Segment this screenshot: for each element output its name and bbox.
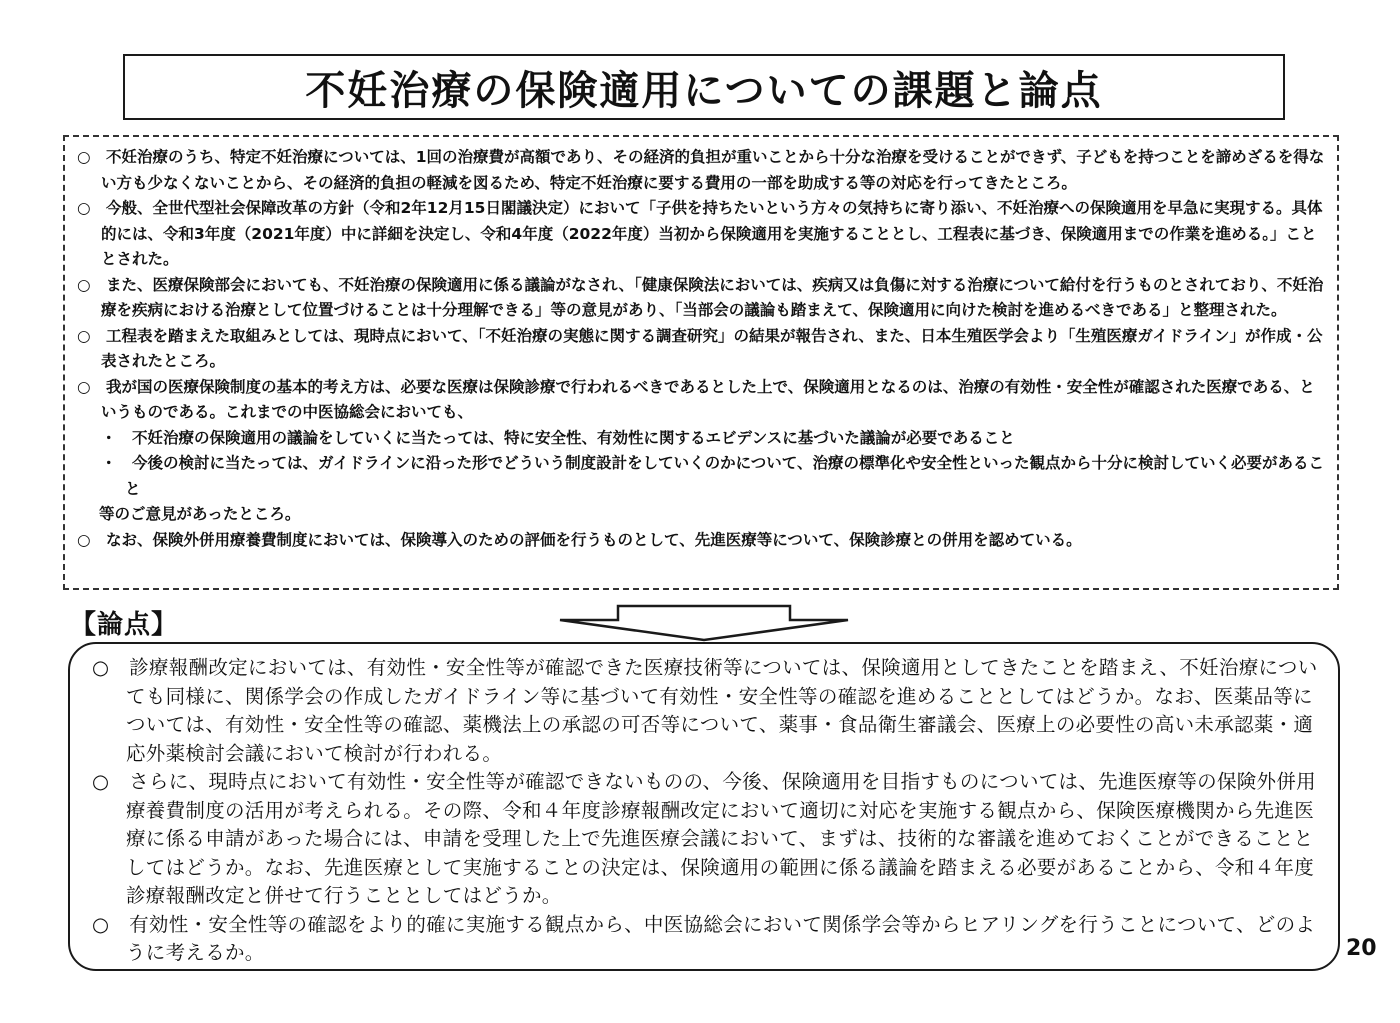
summary-bullet: ・ 今後の検討に当たっては、ガイドラインに沿った形でどういう制度設計をしていくのかについて、治療の標準化や安全性といった観点から十分に検討していく必要があること	[101, 454, 1324, 498]
issue-item: ○ 有効性・安全性等の確認をより的確に実施する観点から、中医協総会において関係学会等からヒアリングを行うことについて、どのように考えるか。	[92, 912, 1316, 964]
summary-item: ○ 今般、全世代型社会保障改革の方針（令和2年12月15日閣議決定）において「子供を持ちたいという方々の気持ちに寄り添い、不妊治療への保険適用を早急に実現する。具体的には、令和3年度（2021年度）中に詳細を決定し、令和4年度（2022年度）当初から保険適用を実施することとし、工程表に基づき、保険適用までの作業を進める。」こととされた。	[77, 199, 1323, 268]
issue-item: ○ さらに、現時点において有効性・安全性等が確認できないものの、今後、保険適用を目指すものについては、先進医療等の保険外併用療養費制度の活用が考えられる。その際、令和４年度診療報酬改定において適切に対応を実施する観点から、保険医療機関から先進医療に係る申請があった場合には、申請を受理した上で先進医療会議において、まずは、技術的な審議を進めておくことができることとしてはどうか。なお、先進医療として実施することの決定は、保険適用の範囲に係る議論を踏まえる必要があることから、令和４年度診療報酬改定と併せて行うこととしてはどうか。	[92, 770, 1316, 907]
summary-item: ○ 我が国の医療保険制度の基本的考え方は、必要な医療は保険診療で行われるべきであるとした上で、保険適用となるのは、治療の有効性・安全性が確認された医療である、というものである。これまでの中医協総会においても、	[77, 377, 1315, 421]
title-box	[123, 54, 1285, 120]
issue-item: ○ 診療報酬改定においては、有効性・安全性等が確認できた医療技術等については、保険適用としてきたことを踏まえ、不妊治療についても同様に、関係学会の作成したガイドライン等に基づいて有効性・安全性等の確認を進めることとしてはどうか。なお、医薬品等については、有効性・安全性等の確認、薬機法上の承認の可否等について、薬事・食品衛生審議会、医療上の必要性の高い未承認薬・適応外薬検討会議において検討が行われる。	[92, 656, 1318, 765]
summary-item: ○ 工程表を踏まえた取組みとしては、現時点において、「不妊治療の実態に関する調査研究」の結果が報告され、また、日本生殖医学会より「生殖医療ガイドライン」が作成・公表されたところ。	[77, 326, 1323, 370]
summary-item: ○ なお、保険外併用療養費制度においては、保険導入のための評価を行うものとして、先進医療等について、保険診療との併用を認めている。	[77, 530, 1082, 549]
summary-item: ○ 不妊治療のうち、特定不妊治療については、1回の治療費が高額であり、その経済的負担が重いことから十分な治療を受けることができず、子どもを持つことを諦めざるを得ない方も少なくないことから、その経済的負担の軽減を図るため、特定不妊治療に要する費用の一部を助成する等の対応を行ってきたところ。	[77, 148, 1325, 192]
summary-box	[63, 135, 1339, 590]
page-title: 不妊治療の保険適用についての課題と論点	[305, 67, 1103, 114]
summary-item: ○ また、医療保険部会においても、不妊治療の保険適用に係る議論がなされ、「健康保険法においては、疾病又は負傷に対する治療について給付を行うものとされており、不妊治療を疾病における治療として位置づけることは十分理解できる」等の意見があり、「当部会の議論も踏まえて、保険適用に向けた検討を進めるべきである」と整理された。	[77, 275, 1324, 319]
down-arrow-icon	[558, 604, 850, 642]
page-number: 20	[1346, 936, 1377, 961]
summary-closing: 等のご意見があったところ。	[99, 505, 301, 523]
issues-box	[68, 642, 1340, 971]
summary-bullet: ・ 不妊治療の保険適用の議論をしていくに当たっては、特に安全性、有効性に関するエビデンスに基づいた議論が必要であること	[101, 428, 1015, 447]
ronten-heading: 【論点】	[70, 610, 179, 640]
